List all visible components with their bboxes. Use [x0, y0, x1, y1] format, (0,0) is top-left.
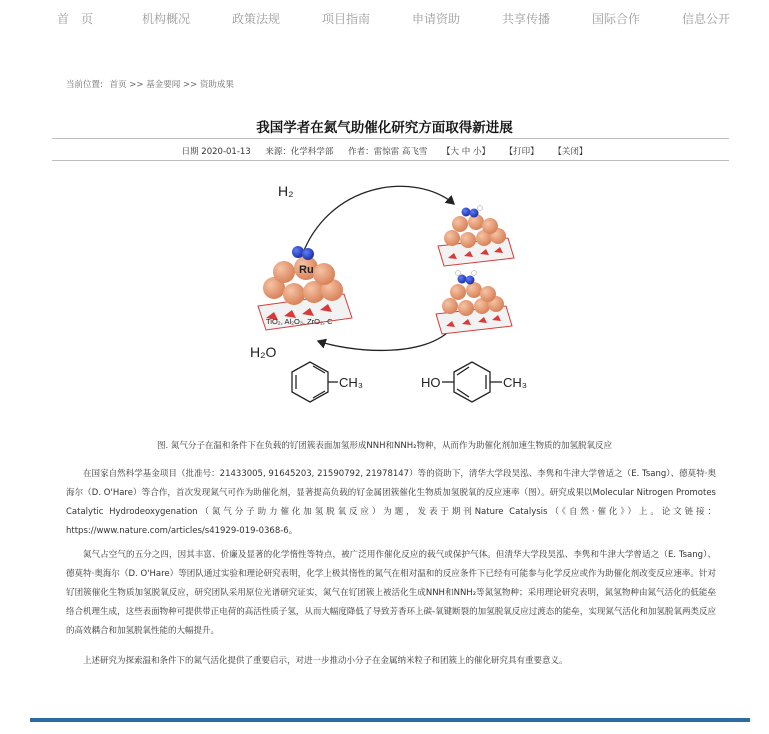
footer-accent-bar — [30, 718, 750, 722]
title-divider — [52, 138, 729, 139]
forward-arrow — [300, 186, 454, 261]
article-date: 日期 2020-01-13 — [181, 147, 251, 157]
article-author: 作者：雷惊雷 高飞雪 — [348, 147, 428, 157]
ru-cluster-right-bottom — [436, 271, 512, 335]
breadcrumb-separator: >> — [129, 80, 144, 90]
supports-label: TiO₂, Al₂O₃, ZrO₂, C — [266, 317, 333, 326]
breadcrumb-news-link[interactable]: 基金要闻 — [146, 80, 181, 90]
cresol-ho-label: HO — [421, 375, 441, 390]
cresol-ch3-label: CH₃ — [503, 375, 528, 390]
nav-item-policy[interactable]: 政策法规 — [232, 12, 281, 26]
meta-divider — [52, 160, 729, 161]
article-meta — [0, 145, 769, 157]
breadcrumb — [66, 78, 234, 90]
figure-caption: 图. 氮气分子在温和条件下在负载的钌团簇表面加氢形成NNH和NNH₂物种，从而作为助催化剂加速生物质的加氢脱氧反应 — [156, 441, 613, 451]
breadcrumb-results-link[interactable]: 资助成果 — [199, 80, 234, 90]
article-paragraph-1 — [66, 465, 716, 541]
nav-item-apply[interactable]: 申请资助 — [412, 12, 461, 26]
nav-item-international[interactable]: 国际合作 — [592, 12, 641, 26]
nav-item-guide[interactable]: 项目指南 — [322, 12, 371, 26]
h2o-label: H₂O — [250, 344, 277, 360]
breadcrumb-separator: >> — [182, 80, 198, 90]
article-title: 我国学者在氮气助催化研究方面取得新进展 — [256, 120, 513, 136]
top-nav — [0, 0, 769, 36]
h2-label: H₂ — [278, 183, 294, 199]
breadcrumb-home-link[interactable]: 首页 — [109, 80, 127, 90]
paragraph-text: 上述研究为探索温和条件下的氮气活化提供了重要启示，对进一步推动小分子在金属纳米粒子和团簇上的催化研究具有重要意义。 — [83, 656, 568, 666]
print-button[interactable]: 【打印】 — [504, 147, 539, 157]
paragraph-text: 氮气占空气的五分之四，因其丰富、价廉及显著的化学惰性等特点，被广泛用作催化反应的载气或保护气体。但清华大学段昊泓、李隽和牛津大学曾适之（E. Tsang）、德莫特·奥海尔（D. O'Hare）等团队通过实验和理论研究表明，化学上极其惰性的氮气在相对温和的反应条件下已经有可能参与化学反应或作为助催化剂改变反应速率。针对钌团簇催化生物质加氢脱氧反应，研究团队采用原位光谱研究证实，氮气在钌团簇上被活化生成NNH和NNH₂等氮氢物种；采用理论研究表明，氮氢物种由氮气活化的低能垒络合机理生成，这些表面物种可提供带正电荷的高活性质子氢，从而大幅度降低了导致芳香环上碳-氧键断裂的加氢脱氧反应过渡态的能垒，实现氮气活化和加氢脱氧两类反应的高效耦合和加氢脱氧性能的大幅提升。 — [66, 550, 716, 636]
article-paragraph-3 — [66, 652, 716, 671]
nav-item-home[interactable]: 首 页 — [57, 12, 94, 26]
nav-item-about[interactable]: 机构概况 — [142, 12, 191, 26]
paragraph-text: 在国家自然科学基金项目（批准号：21433005, 91645203, 21590792, 21978147）等的资助下，清华大学段昊泓、李隽和牛津大学曾适之（E. Tsang）、德莫特·奥海尔（D. O'Hare）等合作，首次发现氮气可作为助催化剂，显著提高负载的钌金属团簇催化生物质加氢脱氧的反应速率（图）。研究成果以Molecular Nitrogen Promotes Catalytic Hydrodeoxygenation（氮气分子助力催化加氢脱氧反应）为题，发表于期刊Nature Catalysis（《自然·催化》）上。论文链接：https://www.nature.com/articles/s41929-019-0368-6。 — [66, 469, 716, 536]
toluene-molecule — [292, 362, 338, 402]
toluene-ch3-label: CH₃ — [339, 375, 364, 390]
cresol-molecule — [442, 362, 502, 402]
font-size-switcher[interactable]: 【大 中 小】 — [442, 147, 490, 157]
ru-cluster-right-top — [438, 206, 514, 267]
close-button[interactable]: 【关闭】 — [553, 147, 588, 157]
article-paragraph-2 — [66, 546, 716, 641]
nav-item-disclosure[interactable]: 信息公开 — [682, 12, 731, 26]
return-arrow — [318, 326, 454, 350]
reaction-scheme-image — [236, 176, 536, 408]
reaction-figure — [236, 176, 536, 408]
article-source: 来源：化学科学部 — [265, 147, 334, 157]
breadcrumb-prefix: 当前位置: — [66, 80, 103, 90]
ru-label: Ru — [299, 264, 314, 276]
nav-item-share[interactable]: 共享传播 — [502, 12, 551, 26]
